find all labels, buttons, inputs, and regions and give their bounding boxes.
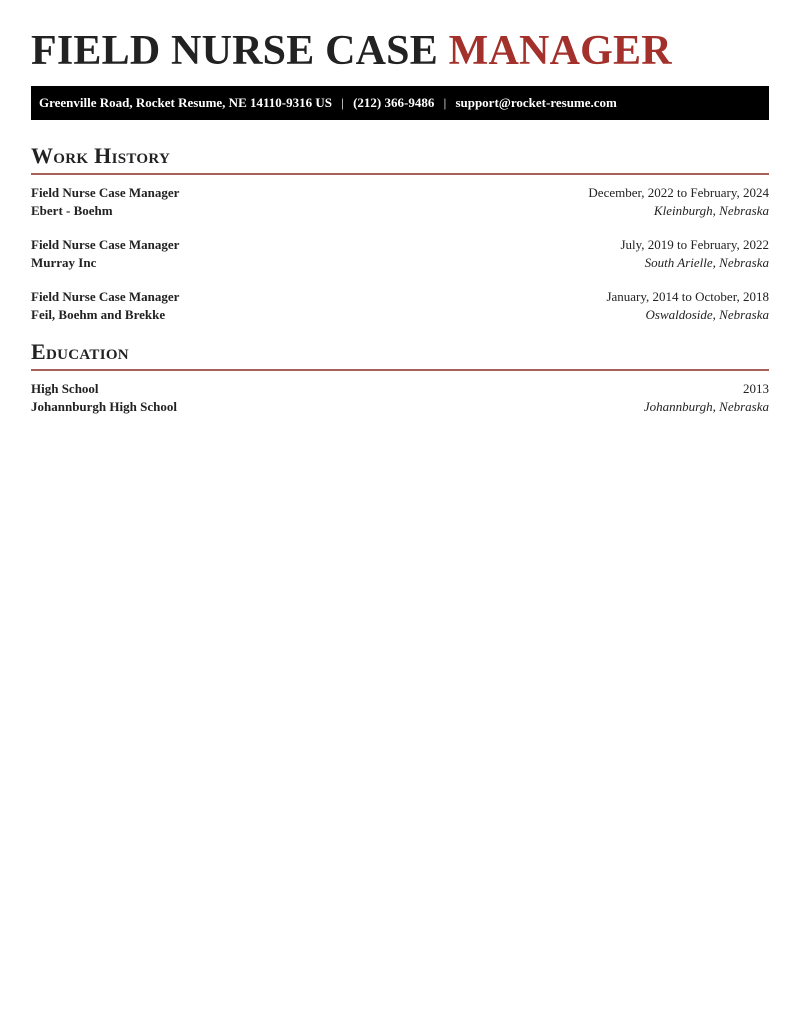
job-dates: December, 2022 to February, 2024 [588, 185, 769, 200]
contact-separator: | [341, 95, 344, 110]
contact-address: Greenville Road, Rocket Resume, NE 14110-9316 US [39, 95, 332, 110]
job-position: Field Nurse Case Manager [31, 237, 180, 252]
job-location: Oswaldoside, Nebraska [645, 307, 769, 322]
name-first: FIELD NURSE CASE [31, 28, 438, 74]
job-location: South Arielle, Nebraska [644, 255, 769, 270]
name-last: MANAGER [448, 28, 672, 74]
job-position: Field Nurse Case Manager [31, 185, 180, 200]
job-location: Kleinburgh, Nebraska [653, 203, 769, 218]
contact-email[interactable]: support@rocket-resume.com [455, 95, 617, 110]
job-company: Ebert - Boehm [31, 203, 113, 218]
section-divider [31, 369, 769, 371]
job-entry [31, 236, 769, 272]
education-entry [31, 380, 769, 416]
education-school: Johannburgh High School [31, 399, 177, 414]
job-company: Feil, Boehm and Brekke [31, 307, 166, 322]
contact-separator: | [443, 95, 447, 110]
education-degree: High School [31, 381, 99, 396]
job-entry [31, 288, 769, 324]
section-divider [31, 173, 769, 175]
job-position: Field Nurse Case Manager [31, 289, 180, 304]
contact-phone: (212) 366-9486 [353, 95, 435, 110]
job-company: Murray Inc [31, 255, 97, 270]
contact-bar [31, 86, 769, 120]
education-location: Johannburgh, Nebraska [643, 399, 769, 414]
job-dates: January, 2014 to October, 2018 [606, 289, 769, 304]
education-year: 2013 [743, 381, 769, 396]
job-entry [31, 184, 769, 220]
work-history-heading: Work History [31, 143, 171, 168]
resume-name [31, 0, 769, 72]
education-heading: Education [31, 339, 129, 364]
job-dates: July, 2019 to February, 2022 [620, 237, 769, 252]
